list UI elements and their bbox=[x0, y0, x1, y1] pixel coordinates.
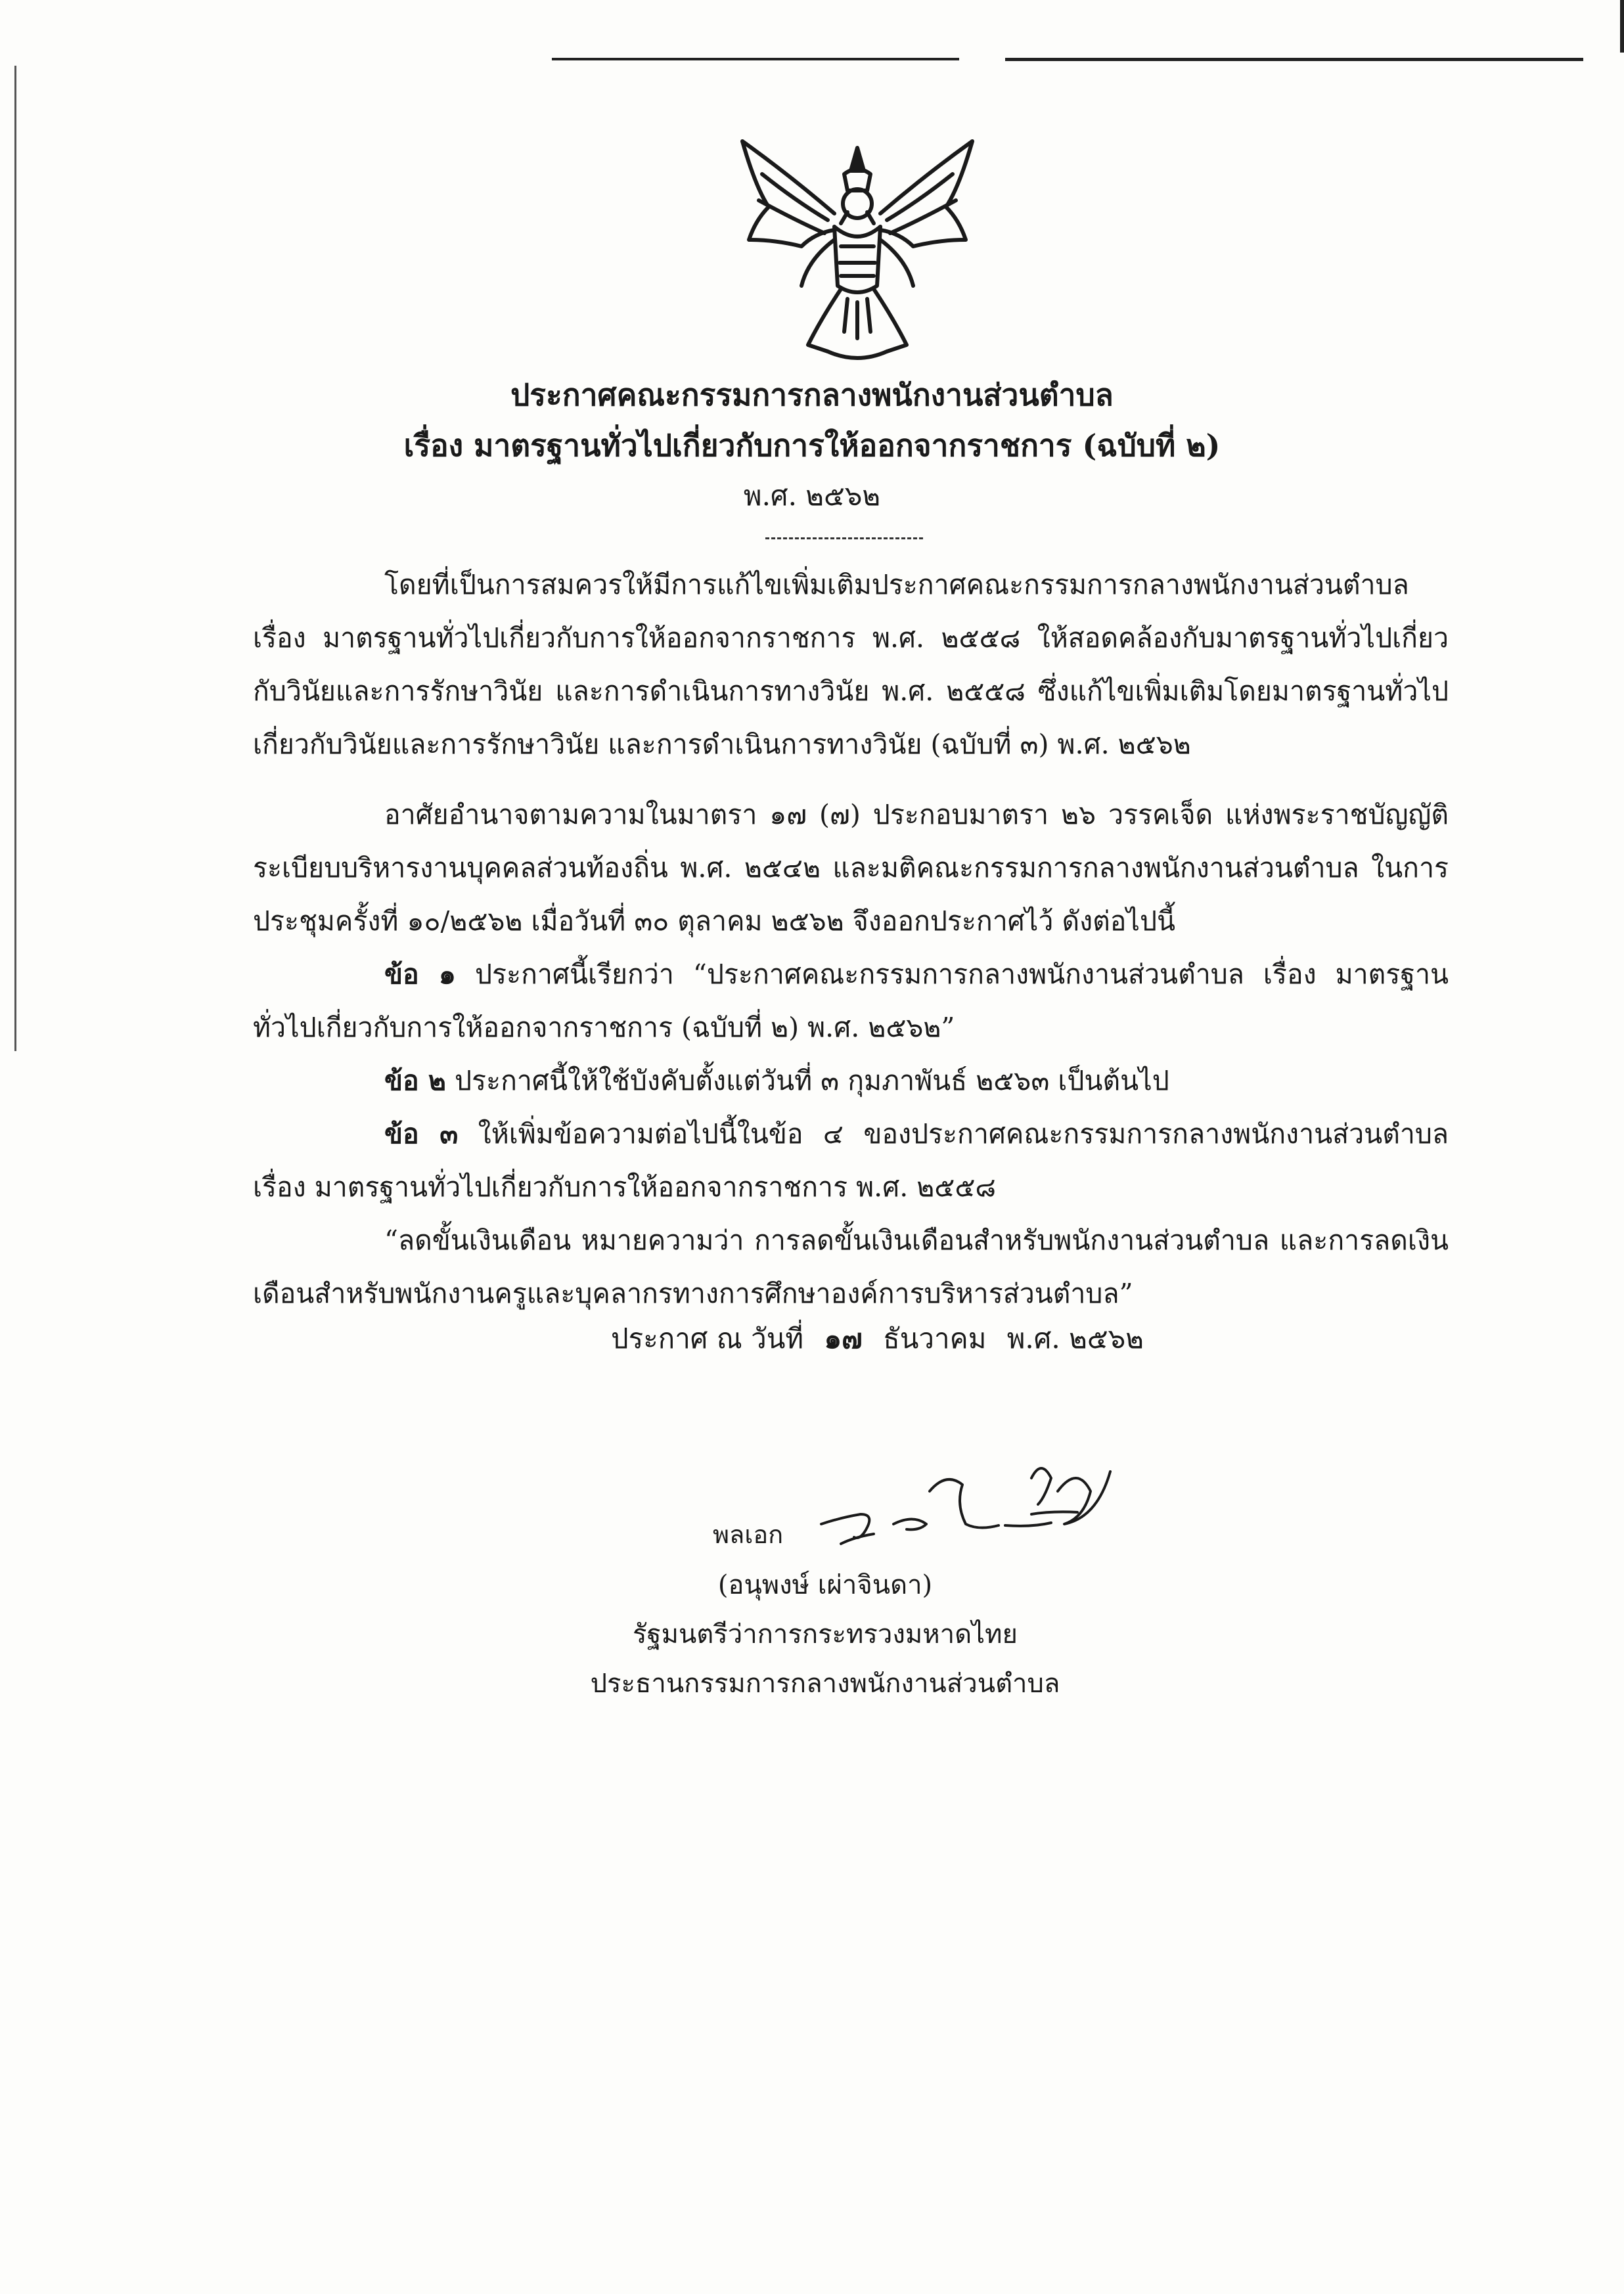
document-body bbox=[253, 558, 1449, 1320]
promulgation-month: ธันวาคม bbox=[883, 1322, 987, 1355]
garuda-emblem-icon bbox=[729, 135, 985, 371]
promulgation-year: พ.ศ. ๒๕๖๒ bbox=[1006, 1322, 1144, 1355]
document-year: พ.ศ. ๒๕๖๒ bbox=[743, 480, 881, 512]
clause-2-label: ข้อ ๒ bbox=[384, 1065, 446, 1096]
scan-edge-line bbox=[14, 66, 16, 1051]
clause-2 bbox=[253, 1054, 1449, 1108]
document-subject: เรื่อง มาตรฐานทั่วไปเกี่ยวกับการให้ออกจากราชการ (ฉบับที่ ๒) bbox=[403, 428, 1221, 463]
promulgation-prefix: ประกาศ ณ วันที่ bbox=[611, 1322, 804, 1355]
signer-rank: พลเอก bbox=[713, 1520, 784, 1549]
scan-edge-line bbox=[1620, 0, 1624, 53]
handwritten-signature bbox=[815, 1452, 1123, 1563]
preamble-paragraph: โดยที่เป็นการสมควรให้มีการแก้ไขเพิ่มเติมประกาศคณะกรรมการกลางพนักงานส่วนตำบล เรื่อง มาตรฐานทั่วไปเกี่ยวกับการให้ออกจากราชการ พ.ศ. ๒๕๕๘ ให้สอดคล้องกับมาตรฐานทั่วไปเกี่ยวกับวินัยและการรักษาวินัย และการดำเนินการทางวินัย พ.ศ. ๒๕๕๘ ซึ่งแก้ไขเพิ่มเติมโดยมาตรฐานทั่วไปเกี่ยวกับวินัยและการรักษาวินัย และการดำเนินการทางวินัย (ฉบับที่ ๓) พ.ศ. ๒๕๖๒ bbox=[253, 569, 1449, 760]
clause-2-text: ประกาศนี้ให้ใช้บังคับตั้งแต่วันที่ ๓ กุมภาพันธ์ ๒๕๖๓ เป็นต้นไป bbox=[455, 1065, 1169, 1096]
clause-1-label: ข้อ ๑ bbox=[384, 958, 456, 990]
title-divider bbox=[765, 537, 923, 539]
signer-name: (อนุพงษ์ เผ่าจินดา) bbox=[717, 1570, 933, 1600]
page-title: ประกาศคณะกรรมการกลางพนักงานส่วนตำบล bbox=[510, 377, 1114, 413]
clause-3-label: ข้อ ๓ bbox=[384, 1118, 459, 1150]
signer-position: รัฐมนตรีว่าการกระทรวงมหาดไทย bbox=[633, 1619, 1018, 1650]
scan-edge-line bbox=[552, 58, 959, 60]
clause-3 bbox=[253, 1108, 1449, 1214]
authority-paragraph: อาศัยอำนาจตามความในมาตรา ๑๗ (๗) ประกอบมาตรา ๒๖ วรรคเจ็ด แห่งพระราชบัญญัติระเบียบบริหารงานบุคคลส่วนท้องถิ่น พ.ศ. ๒๕๔๒ และมติคณะกรรมการกลางพนักงานส่วนตำบล ในการประชุมครั้งที่ ๑๐/๒๕๖๒ เมื่อวันที่ ๓๐ ตุลาคม ๒๕๖๒ จึงออกประกาศไว้ ดังต่อไปนี้ bbox=[253, 799, 1449, 937]
definition-quote: “ลดขั้นเงินเดือน หมายความว่า การลดขั้นเงินเดือนสำหรับพนักงานส่วนตำบล และการลดเงินเดือนสำหรับพนักงานครูและบุคลากรทางการศึกษาองค์การบริหารส่วนตำบล” bbox=[253, 1225, 1449, 1309]
clause-1 bbox=[253, 948, 1449, 1054]
promulgation-date bbox=[611, 1317, 1156, 1361]
clause-3-text: ให้เพิ่มข้อความต่อไปนี้ในข้อ ๔ ของประกาศคณะกรรมการกลางพนักงานส่วนตำบล เรื่อง มาตรฐานทั่วไปเกี่ยวกับการให้ออกจากราชการ พ.ศ. ๒๕๕๘ bbox=[253, 1118, 1449, 1203]
signer-chair-position: ประธานกรรมการกลางพนักงานส่วนตำบล bbox=[590, 1669, 1060, 1699]
scan-edge-line bbox=[1005, 58, 1583, 61]
clause-1-text: ประกาศนี้เรียกว่า “ประกาศคณะกรรมการกลางพนักงานส่วนตำบล เรื่อง มาตรฐานทั่วไปเกี่ยวกับการให้ออกจากราชการ (ฉบับที่ ๒) พ.ศ. ๒๕๖๒” bbox=[253, 958, 1449, 1043]
promulgation-day: ๑๗ bbox=[824, 1322, 863, 1355]
